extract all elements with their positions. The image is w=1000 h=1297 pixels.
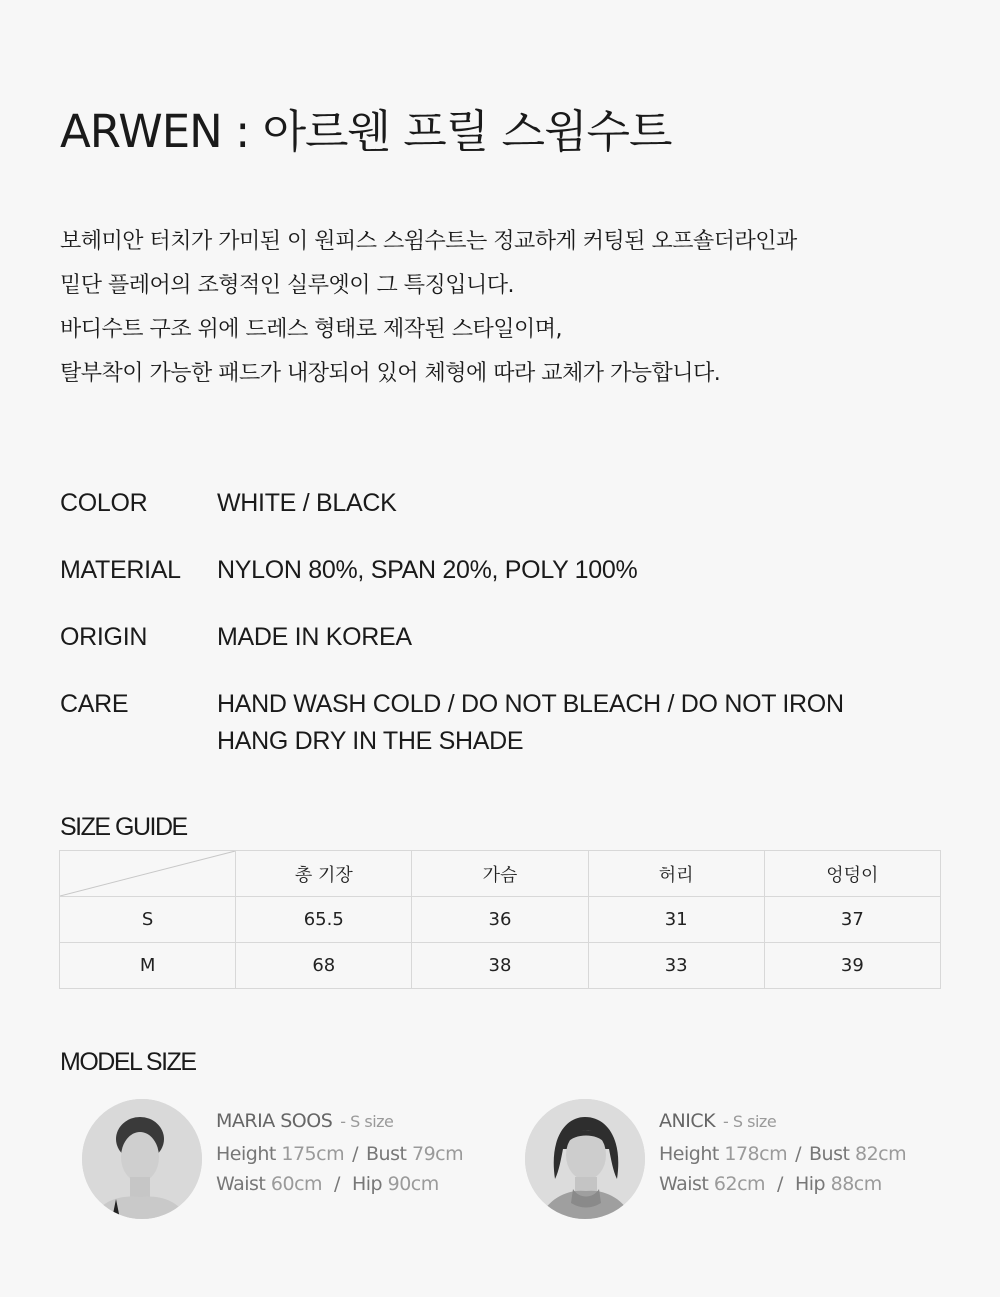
- table-header-cell: 총 기장: [236, 851, 412, 897]
- table-cell: 37: [764, 897, 940, 943]
- spec-value-line: NYLON 80%, SPAN 20%, POLY 100%: [217, 556, 638, 584]
- model-measurements-line: [659, 1169, 959, 1199]
- product-title: ARWEN : 아르웬 프릴 스윔수트: [60, 105, 672, 158]
- table-cell: 38: [412, 943, 588, 989]
- table-header-row: [60, 851, 941, 897]
- bust-label: Bust: [366, 1143, 407, 1165]
- size-guide-title: SIZE GUIDE: [60, 813, 187, 841]
- bust-label: Bust: [809, 1143, 850, 1165]
- model-measurements-line: [216, 1169, 516, 1199]
- model-size-label: - S size: [340, 1112, 394, 1131]
- hip-value: 88cm: [830, 1173, 882, 1195]
- avatar: [82, 1099, 202, 1219]
- spec-row-color: [60, 485, 940, 522]
- table-cell: 31: [588, 897, 764, 943]
- separator: /: [352, 1143, 358, 1165]
- spec-value: [217, 686, 940, 760]
- description-line: 보헤미안 터치가 가미된 이 원피스 스윔수트는 정교하게 커팅된 오프숄더라인과: [60, 229, 797, 254]
- spec-label: CARE: [60, 690, 129, 718]
- description-line: 밑단 플레어의 조형적인 실루엣이 그 특징입니다.: [60, 273, 515, 298]
- table-cell: 36: [412, 897, 588, 943]
- model-photo-placeholder: [82, 1099, 202, 1219]
- spec-value-line: HAND WASH COLD / DO NOT BLEACH / DO NOT IRON: [217, 690, 844, 718]
- model-card: [82, 1096, 522, 1226]
- separator: /: [777, 1173, 783, 1195]
- diagonal-line: [60, 851, 235, 896]
- model-info: [216, 1104, 516, 1199]
- waist-value: 62cm: [713, 1173, 766, 1195]
- waist-value: 60cm: [270, 1173, 323, 1195]
- table-header-cell: 가슴: [412, 851, 588, 897]
- height-value: 178cm: [724, 1143, 788, 1165]
- product-description: [60, 220, 940, 396]
- model-measurements-line: [216, 1139, 516, 1169]
- spec-value: [217, 619, 940, 656]
- model-size-label: - S size: [723, 1112, 777, 1131]
- avatar: [525, 1099, 645, 1219]
- bust-value: 79cm: [411, 1143, 464, 1165]
- spec-row-origin: [60, 619, 940, 656]
- spec-value-line: WHITE / BLACK: [217, 489, 397, 517]
- model-list: [0, 1096, 1000, 1226]
- model-measurements-line: [659, 1139, 959, 1169]
- model-size-title: MODEL SIZE: [60, 1048, 196, 1076]
- hip-value: 90cm: [387, 1173, 439, 1195]
- spec-value-line: MADE IN KOREA: [217, 623, 412, 651]
- product-specs: [60, 485, 940, 790]
- hip-label: Hip: [794, 1173, 826, 1195]
- description-line: 바디수트 구조 위에 드레스 형태로 제작된 스타일이며,: [60, 317, 562, 342]
- spec-value-line: HANG DRY IN THE SHADE: [217, 727, 524, 755]
- model-name: MARIA SOOS: [216, 1110, 333, 1132]
- spec-value: [217, 552, 940, 589]
- spec-label: ORIGIN: [60, 623, 148, 651]
- model-name-line: [216, 1104, 516, 1139]
- table-cell: 39: [764, 943, 940, 989]
- spec-label: COLOR: [60, 489, 148, 517]
- model-info: [659, 1104, 959, 1199]
- description-line: 탈부착이 가능한 패드가 내장되어 있어 체형에 따라 교체가 가능합니다.: [60, 361, 721, 386]
- model-name: ANICK: [659, 1110, 716, 1132]
- hip-label: Hip: [351, 1173, 383, 1195]
- table-row: [60, 897, 941, 943]
- table-cell: 68: [236, 943, 412, 989]
- table-corner-cell: [60, 851, 236, 897]
- spec-row-material: [60, 552, 940, 589]
- separator: /: [795, 1143, 801, 1165]
- size-guide-table: [59, 850, 941, 989]
- table-cell: 33: [588, 943, 764, 989]
- table-header-cell: 허리: [588, 851, 764, 897]
- size-label-cell: S: [60, 897, 236, 943]
- height-value: 175cm: [281, 1143, 345, 1165]
- model-card: [525, 1096, 965, 1226]
- table-header-cell: 엉덩이: [764, 851, 940, 897]
- spec-value: [217, 485, 940, 522]
- height-label: Height: [216, 1143, 276, 1165]
- spec-label: MATERIAL: [60, 556, 181, 584]
- height-label: Height: [659, 1143, 719, 1165]
- table-row: [60, 943, 941, 989]
- bust-value: 82cm: [854, 1143, 907, 1165]
- table-cell: 65.5: [236, 897, 412, 943]
- spec-row-care: [60, 686, 940, 760]
- model-photo-placeholder: [525, 1099, 645, 1219]
- separator: /: [334, 1173, 340, 1195]
- waist-label: Waist: [659, 1173, 709, 1195]
- waist-label: Waist: [216, 1173, 266, 1195]
- model-name-line: [659, 1104, 959, 1139]
- size-label-cell: M: [60, 943, 236, 989]
